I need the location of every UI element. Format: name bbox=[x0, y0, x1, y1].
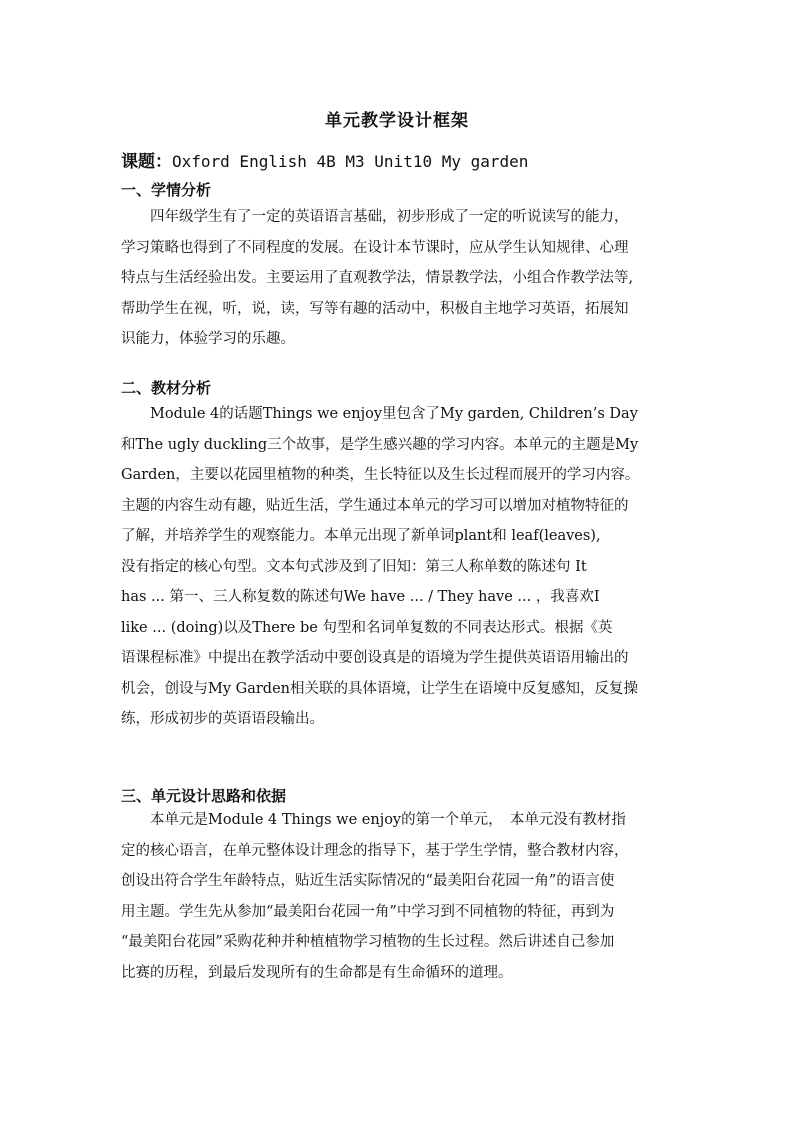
paragraph-line: 创设出符合学生年龄特点，贴近生活实际情况的“最美阳台花园一角”的语言使 bbox=[121, 873, 615, 889]
paragraph-line: 语课程标准》中提出在教学活动中要创设真是的语境为学生提供英语语用输出的 bbox=[121, 650, 629, 666]
paragraph-line: 了解，并培养学生的观察能力。本单元出现了新单词plant和 leaf(leaves), bbox=[121, 528, 601, 544]
paragraph-line: 定的核心语言，在单元整体设计理念的指导下，基于学生学情，整合教材内容， bbox=[121, 842, 629, 859]
document-title: 单元教学设计框架 bbox=[325, 111, 469, 131]
paragraph-line: 四年级学生有了一定的英语语言基础，初步形成了一定的听说读写的能力， bbox=[121, 209, 629, 225]
section-body-material-analysis bbox=[121, 399, 681, 735]
paragraph-line: Module 4的话题Things we enjoy里包含了My garden, Children’s Day bbox=[121, 406, 638, 422]
paragraph-line: like ... (doing)以及There be 句型和名词单复数的不同表达形式。根据《英 bbox=[121, 619, 613, 636]
topic-value: Oxford English 4B M3 Unit10 My garden bbox=[172, 152, 529, 171]
paragraph-line: has ... 第一、三人称复数的陈述句We have ... / They have ... ，我喜欢I bbox=[121, 589, 600, 605]
topic-line bbox=[121, 147, 528, 172]
paragraph-line: 和The ugly duckling三个故事，是学生感兴趣的学习内容。本单元的主题是My bbox=[121, 436, 639, 453]
paragraph-line: 本单元是Module 4 Things we enjoy的第一个单元， 本单元没有教材指 bbox=[121, 812, 626, 828]
paragraph-line: 特点与生活经验出发。主要运用了直观教学法，情景教学法，小组合作教学法等, bbox=[121, 270, 634, 286]
paragraph-line: 机会，创设与My Garden相关联的具体语境，让学生在语境中反复感知，反复操 bbox=[121, 680, 639, 697]
section-heading-learner-analysis: 一、学情分析 bbox=[121, 181, 212, 199]
paragraph-line: 用主题。学生先从参加“最美阳台花园一角”中学习到不同植物的特征，再到为 bbox=[121, 903, 615, 920]
paragraph-line: 没有指定的核心句型。文本句式涉及到了旧知：第三人称单数的陈述句 It bbox=[121, 558, 587, 575]
section-heading-design-rationale: 三、单元设计思路和依据 bbox=[121, 787, 287, 805]
section-heading-material-analysis: 二、教材分析 bbox=[121, 379, 212, 397]
paragraph-line: Garden，主要以花园里植物的种类，生长特征以及生长过程而展开的学习内容。 bbox=[121, 467, 640, 483]
paragraph-line: “最美阳台花园”采购花种并种植植物学习植物的生长过程。然后讲述自己参加 bbox=[121, 934, 615, 950]
topic-label: 课题： bbox=[121, 152, 172, 172]
paragraph-line: 练，形成初步的英语语段输出。 bbox=[121, 711, 324, 727]
paragraph-line: 帮助学生在视，听，说，读，写等有趣的活动中，积极自主地学习英语，拓展知 bbox=[121, 300, 629, 317]
paragraph-line: 比赛的历程，到最后发现所有的生命都是有生命循环的道理。 bbox=[121, 964, 513, 981]
paragraph-line: 识能力，体验学习的乐趣。 bbox=[121, 331, 295, 347]
section-body-design-rationale bbox=[121, 805, 681, 988]
paragraph-line: 主题的内容生动有趣，贴近生活，学生通过本单元的学习可以增加对植物特征的 bbox=[121, 497, 629, 514]
section-body-learner-analysis bbox=[121, 202, 681, 355]
paragraph-line: 学习策略也得到了不同程度的发展。在设计本节课时，应从学生认知规律、心理 bbox=[121, 239, 629, 256]
